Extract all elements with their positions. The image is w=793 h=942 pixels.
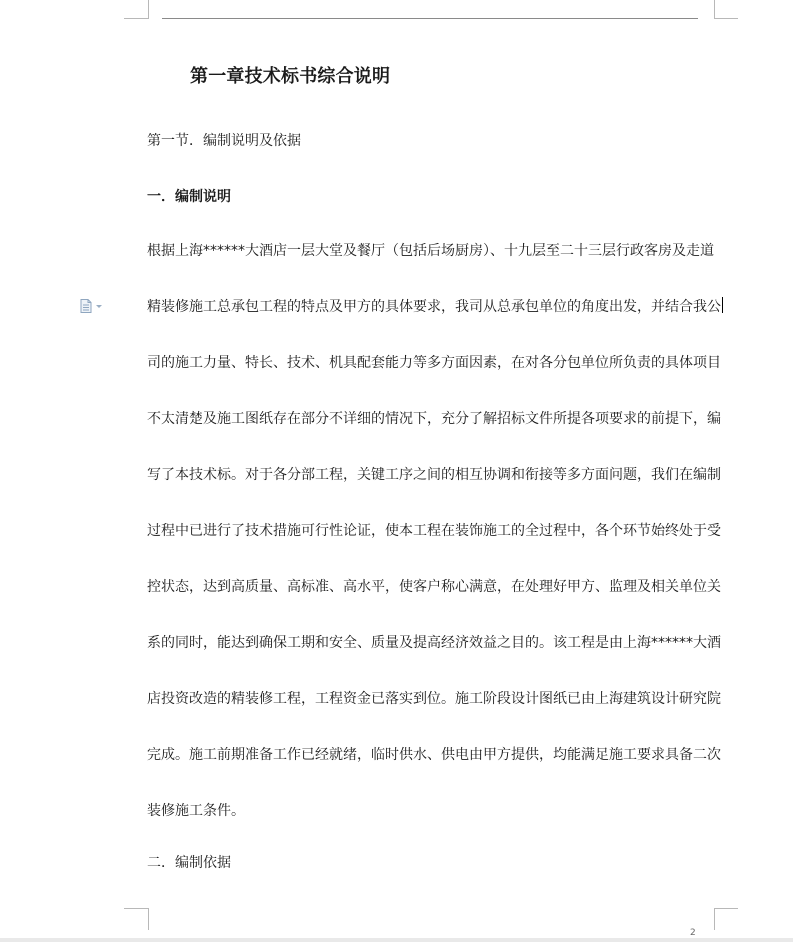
dropdown-arrow-icon	[96, 305, 102, 308]
body-line: 司的施工力量、特长、技术、机具配套能力等多方面因素，在对各分包单位所负责的具体项目	[147, 355, 721, 371]
body-line: 写了本技术标。对于各分部工程，关键工序之间的相互协调和衔接等多方面问题，我们在编制	[147, 467, 721, 483]
crop-mark	[124, 18, 148, 19]
section-heading[interactable]: 第一节．编制说明及依据	[147, 133, 301, 149]
body-line: 完成。施工前期准备工作已经就绪，临时供水、供电由甲方提供，均能满足施工要求具备二次	[147, 747, 721, 763]
crop-mark	[148, 0, 149, 19]
crop-mark	[714, 18, 738, 19]
body-line: 控状态，达到高质量、高标准、高水平，使客户称心满意，在处理好甲方、监理及相关单位关	[147, 579, 721, 595]
crop-mark	[124, 908, 148, 909]
paragraph-marker[interactable]	[80, 299, 108, 313]
header-rule	[162, 18, 698, 19]
page-gap	[0, 938, 793, 942]
crop-mark	[148, 908, 149, 930]
body-line: 系的同时，能达到确保工期和安全、质量及提高经济效益之目的。该工程是由上海******大酒	[147, 635, 721, 651]
subheading-compilation-basis[interactable]: 二．编制依据	[147, 855, 231, 871]
text-cursor	[722, 297, 723, 313]
page-number: 2	[690, 928, 696, 938]
crop-mark	[714, 908, 738, 909]
body-line: 装修施工条件。	[147, 803, 245, 819]
body-line: 店投资改造的精装修工程，工程资金已落实到位。施工阶段设计图纸已由上海建筑设计研究院	[147, 691, 721, 707]
chapter-title[interactable]: 第一章技术标书综合说明	[190, 66, 391, 87]
body-line: 精装修施工总承包工程的特点及甲方的具体要求，我司从总承包单位的角度出发，并结合我公	[147, 299, 721, 315]
crop-mark	[714, 908, 715, 930]
body-line: 不太清楚及施工图纸存在部分不详细的情况下，充分了解招标文件所提各项要求的前提下，编	[147, 411, 721, 427]
document-icon	[80, 299, 108, 313]
body-line: 过程中已进行了技术措施可行性论证，使本工程在装饰施工的全过程中，各个环节始终处于受	[147, 523, 721, 539]
body-line: 根据上海******大酒店一层大堂及餐厅（包括后场厨房）、十九层至二十三层行政客房及走道	[147, 243, 714, 259]
body-paragraph[interactable]	[147, 241, 727, 857]
subheading-compilation-notes[interactable]: 一．编制说明	[147, 189, 231, 205]
crop-mark	[714, 0, 715, 19]
